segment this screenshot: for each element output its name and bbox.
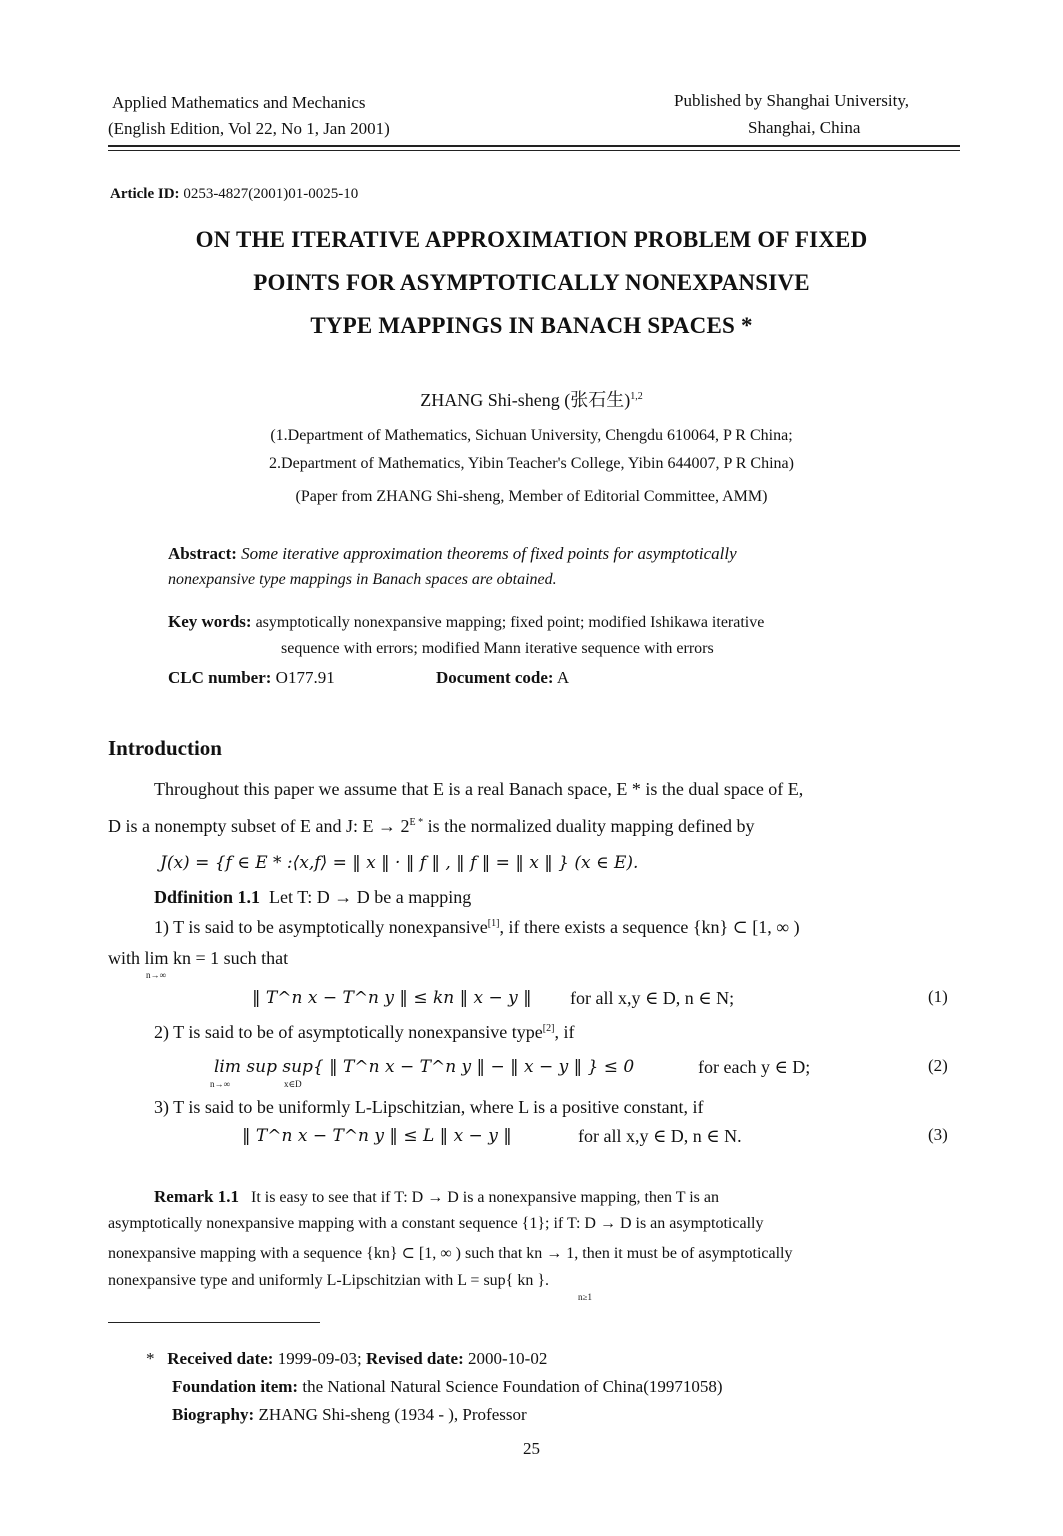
- equation-2-sub-limit: n→∞: [210, 1079, 230, 1089]
- item-1-text-a: 1) T is said to be asymptotically nonexpansive: [154, 917, 488, 937]
- received-value: 1999-09-03;: [277, 1349, 362, 1368]
- equation-3-condition: for all x,y ∈ D, n ∈ N.: [578, 1126, 742, 1146]
- keywords-label: Key words:: [168, 612, 252, 631]
- biography-label: Biography:: [172, 1405, 255, 1424]
- footnote-foundation: [172, 1377, 723, 1397]
- clc-label: CLC number:: [168, 668, 272, 687]
- equation-1-condition: for all x,y ∈ D, n ∈ N;: [570, 988, 735, 1008]
- intro-line-2-a: D is a nonempty subset of E and J: E → 2: [108, 816, 410, 836]
- remark-text-1: It is easy to see that if T: D → D is a nonexpansive mapping, then T is an: [250, 1189, 719, 1206]
- equation-1: ‖ T^n x − T^n y ‖ ≤ kn ‖ x − y ‖: [252, 988, 532, 1008]
- equation-1-number: (1): [928, 987, 948, 1006]
- journal-name: Applied Mathematics and Mechanics: [112, 93, 366, 112]
- publisher: Published by Shanghai University,: [674, 91, 909, 110]
- author-affil-sup: 1,2: [630, 391, 643, 402]
- title-line-3: TYPE MAPPINGS IN BANACH SPACES *: [310, 313, 753, 338]
- item-1-lim-subscript: n→∞: [146, 970, 166, 980]
- keywords-text-1: asymptotically nonexpansive mapping; fixed point; modified Ishikawa iterative: [255, 614, 765, 631]
- keywords-line-2: sequence with errors; modified Mann iterative sequence with errors: [281, 640, 714, 657]
- article-id-label: Article ID:: [110, 186, 180, 202]
- section-title: Introduction: [108, 736, 222, 760]
- doc-code-value: A: [556, 668, 570, 687]
- author: [0, 386, 1063, 412]
- affiliation-2: 2.Department of Mathematics, Yibin Teacher's College, Yibin 644007, P R China): [269, 455, 794, 472]
- revised-value: 2000-10-02: [468, 1349, 548, 1368]
- remark-sup-subscript: n≥1: [578, 1292, 592, 1302]
- foundation-label: Foundation item:: [172, 1377, 299, 1396]
- item-2-ref: [2]: [542, 1023, 555, 1034]
- definition-text: Let T: D → D be a mapping: [269, 887, 472, 907]
- journal-edition: (English Edition, Vol 22, No 1, Jan 2001): [108, 119, 390, 138]
- equation-2-sub-sup: x∈D: [284, 1079, 302, 1089]
- doc-code-label: Document code:: [436, 668, 554, 687]
- definition-item-2: [154, 1022, 574, 1043]
- definition-item-1: [154, 917, 800, 938]
- intro-line-1: Throughout this paper we assume that E is a real Banach space, E * is the dual space of E,: [154, 779, 804, 799]
- abstract-line-1: [168, 544, 737, 564]
- intro-line-2: [108, 816, 755, 837]
- received-label: Received date:: [167, 1349, 274, 1368]
- foundation-value: the National Natural Science Foundation of China(19971058): [302, 1377, 723, 1396]
- item-2-text-b: , if: [554, 1022, 575, 1042]
- remark-line-4: nonexpansive type and uniformly L-Lipschitzian with L = sup{ kn }.: [108, 1272, 550, 1289]
- intro-line-2-b: is the normalized duality mapping defined by: [427, 816, 755, 836]
- remark-line-1: [154, 1187, 719, 1207]
- header-rule-thick: [108, 145, 960, 147]
- item-2-text-a: 2) T is said to be of asymptotically nonexpansive type: [154, 1022, 543, 1042]
- title-line-2: POINTS FOR ASYMPTOTICALLY NONEXPANSIVE: [253, 270, 810, 295]
- definition-item-1-cont: with lim kn = 1 such that: [108, 948, 289, 968]
- equation-3: ‖ T^n x − T^n y ‖ ≤ L ‖ x − y ‖: [242, 1126, 512, 1146]
- author-name: ZHANG Shi-sheng (张石生): [420, 390, 631, 410]
- intro-line-2-sup: E *: [409, 817, 424, 828]
- definition-heading: [154, 887, 471, 908]
- article-id: [110, 186, 358, 203]
- abstract-text-1: Some iterative approximation theorems of fixed points for asymptotically: [241, 544, 737, 563]
- document-code: [436, 668, 569, 688]
- page-number: 25: [523, 1439, 540, 1458]
- header-rule-thin: [108, 150, 960, 151]
- abstract-line-2: nonexpansive type mappings in Banach spaces are obtained.: [168, 571, 557, 588]
- biography-value: ZHANG Shi-sheng (1934 - ), Professor: [258, 1405, 527, 1424]
- publisher-location: Shanghai, China: [748, 118, 861, 137]
- footnote-dates: [146, 1349, 547, 1369]
- item-1-ref: [1]: [487, 918, 500, 929]
- item-1-text-b: , if there exists a sequence {kn} ⊂ [1, ∞ ): [499, 917, 800, 937]
- equation-2-condition: for each y ∈ D;: [698, 1057, 811, 1077]
- abstract-label: Abstract:: [168, 544, 237, 563]
- definition-label: Ddfinition 1.1: [154, 887, 261, 907]
- footnote-rule: [108, 1322, 320, 1323]
- remark-line-2: asymptotically nonexpansive mapping with a constant sequence {1}; if T: D → D is an asymptotically: [108, 1215, 764, 1232]
- paper-from: (Paper from ZHANG Shi-sheng, Member of Editorial Committee, AMM): [295, 488, 768, 505]
- footnote-biography: [172, 1405, 527, 1425]
- keywords-line-1: [168, 612, 764, 632]
- equation-2: lim sup sup{ ‖ T^n x − T^n y ‖ − ‖ x − y ‖ } ≤ 0: [214, 1057, 635, 1077]
- clc-value: O177.91: [275, 668, 335, 687]
- remark-line-3: nonexpansive mapping with a sequence {kn} ⊂ [1, ∞ ) such that kn → 1, then it must be of asymptotically: [108, 1245, 793, 1262]
- clc-number: [168, 668, 335, 688]
- equation-2-number: (2): [928, 1056, 948, 1075]
- equation-3-number: (3): [928, 1125, 948, 1144]
- revised-label: Revised date:: [366, 1349, 464, 1368]
- remark-label: Remark 1.1: [154, 1187, 239, 1206]
- footnote-star: *: [146, 1349, 155, 1368]
- article-id-value: 0253-4827(2001)01-0025-10: [183, 186, 359, 202]
- equation-duality: J(x) = {f ∈ E * :⟨x,f⟩ = ‖ x ‖ · ‖ f ‖ , ‖ f ‖ = ‖ x ‖ } (x ∈ E).: [160, 853, 639, 873]
- affiliation-1: (1.Department of Mathematics, Sichuan University, Chengdu 610064, P R China;: [270, 427, 793, 444]
- title-line-1: ON THE ITERATIVE APPROXIMATION PROBLEM OF FIXED: [195, 227, 868, 252]
- definition-item-3: 3) T is said to be uniformly L-Lipschitzian, where L is a positive constant, if: [154, 1097, 704, 1117]
